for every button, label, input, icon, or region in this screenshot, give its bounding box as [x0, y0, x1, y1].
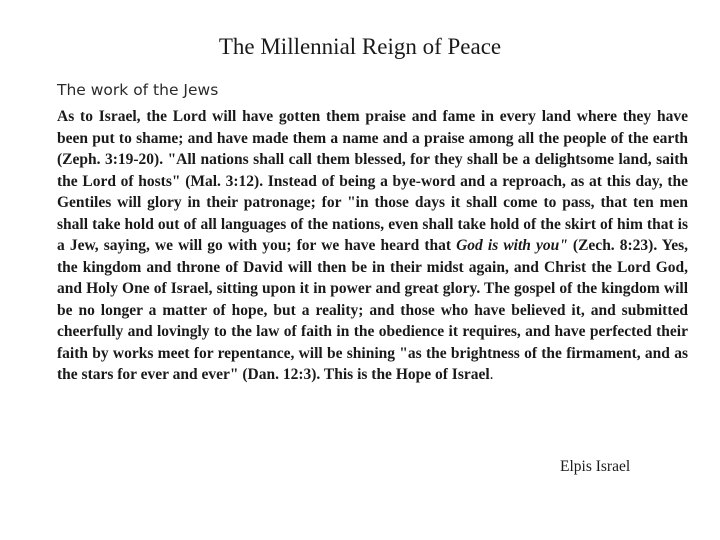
body-text-emphasis: God is with you" [456, 237, 568, 254]
attribution: Elpis Israel [560, 458, 631, 475]
body-paragraph [57, 106, 688, 386]
slide-subtitle: The work of the Jews [57, 81, 219, 99]
body-text-part1: As to Israel, the Lord will have gotten them praise and fame in every land where they have been put to shame; and have made them a name and a praise among all the people of the earth (Zeph. 3:19-20). "All nations shall call them blessed, for they shall be a delightsome land, saith the Lord of hosts" (Mal. 3:12). Instead of being a bye-word and a reproach, as at this day, the Gentiles will glory in their patronage; for "in those days it shall come to pass, that ten men shall take hold out of all languages of the nations, even shall take hold of the skirt of him that is a Jew, saying, we will go with you; for we have heard that [57, 108, 688, 254]
body-text-final-period: . [489, 366, 494, 383]
body-text-part2: (Zech. 8:23). Yes, the kingdom and throne of David will then be in their midst again, and Christ the Lord God, and Holy One of Israel, sitting upon it in power and great glory. The gospel of the kingdom will be no longer a matter of hope, but a reality; and those who have believed it, and submitted cheerfully and lovingly to the law of faith in the obedience it requires, and have perfected their faith by works meet for repentance, will be shining "as the brightness of the firmament, and as the stars for ever and ever" (Dan. 12:3). This is the Hope of Israel [57, 237, 688, 383]
slide-title: The Millennial Reign of Peace [218, 34, 502, 59]
